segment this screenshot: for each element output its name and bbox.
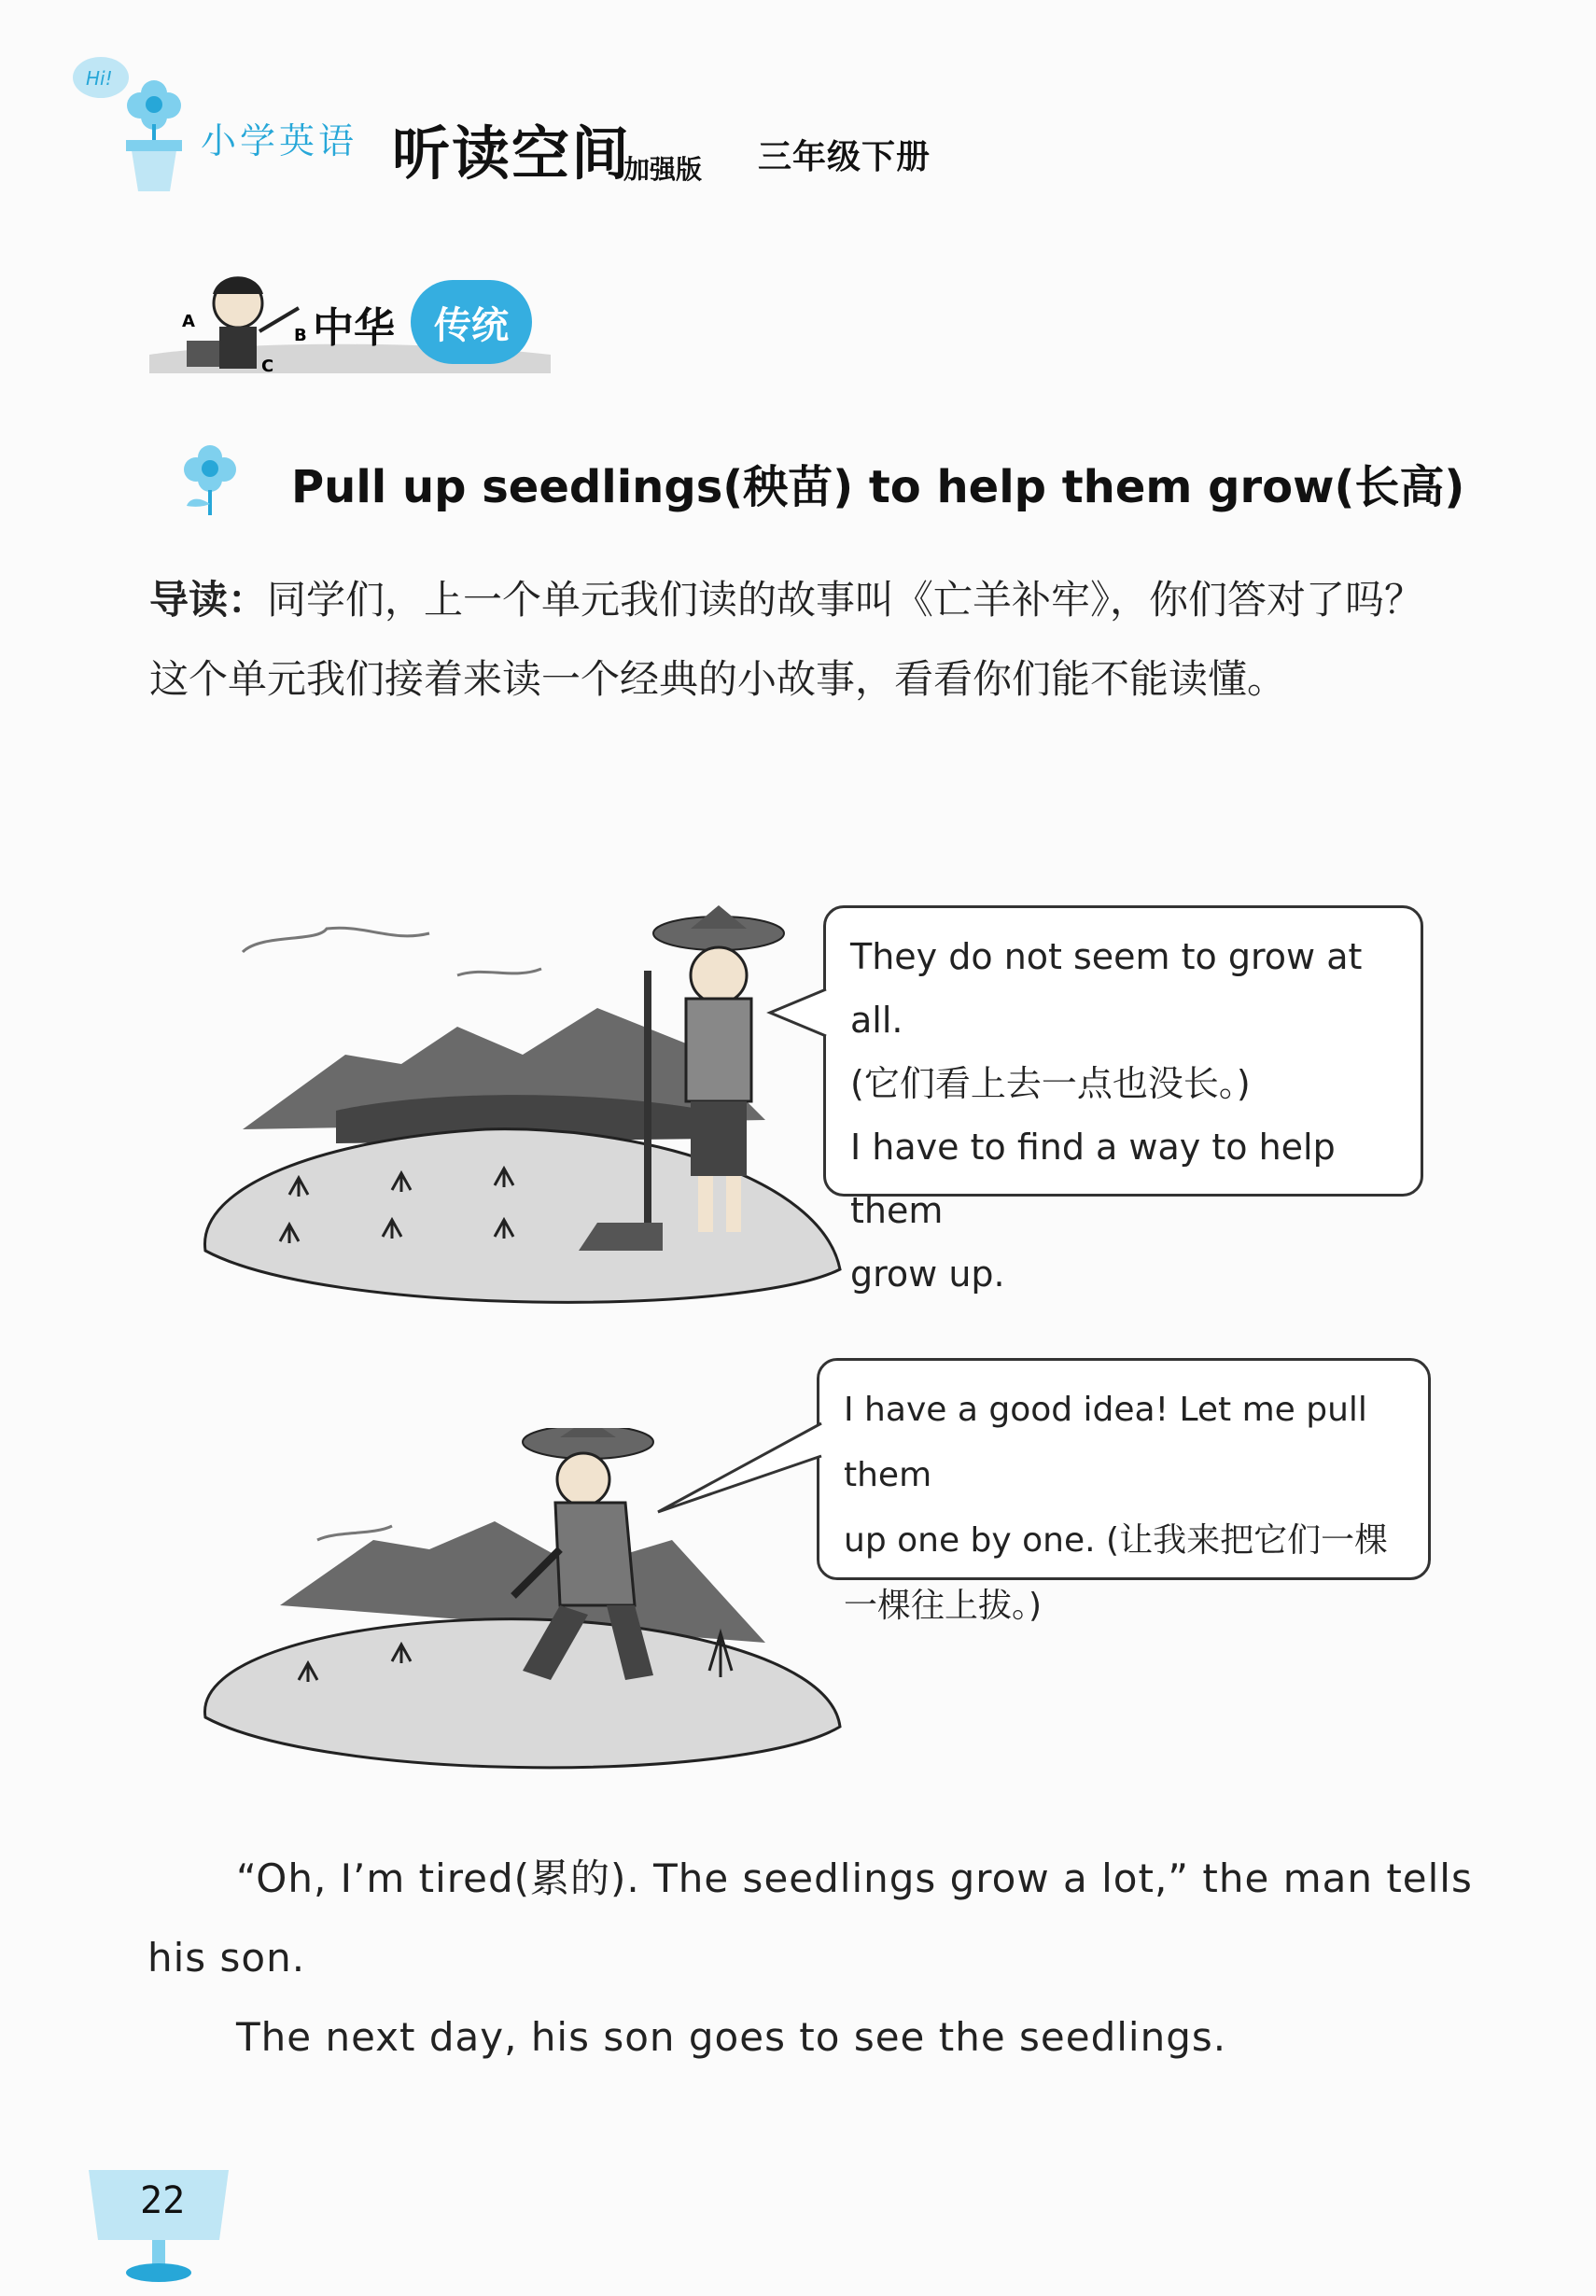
intro-lead: 导读： bbox=[149, 577, 268, 623]
hi-badge: Hi! bbox=[86, 67, 113, 90]
story-text bbox=[147, 1839, 1482, 2077]
bubble2-line3: 一棵往上拔。) bbox=[844, 1587, 1043, 1625]
bubble1-line4: grow up. bbox=[850, 1253, 1005, 1295]
speech-bubble-1 bbox=[823, 905, 1423, 1295]
banner-badge: 传统 bbox=[411, 280, 532, 364]
banner-letter-a: A bbox=[182, 312, 195, 331]
bubble1-line2: (它们看上去一点也没长。) bbox=[850, 1063, 1251, 1104]
intro-paragraph bbox=[149, 560, 1475, 719]
series-title: 听读空间 bbox=[392, 119, 632, 188]
bubble2-tail bbox=[653, 1419, 826, 1521]
bubble1-line3: I have to find a way to help them bbox=[850, 1127, 1336, 1231]
flower-icon bbox=[177, 439, 243, 518]
page-number: 22 bbox=[140, 2179, 186, 2222]
speech-bubble-2 bbox=[817, 1358, 1431, 1625]
banner-title: 中华 bbox=[313, 304, 395, 352]
farmer-with-hoe-illustration bbox=[187, 877, 868, 1316]
banner-letter-b: B bbox=[294, 326, 307, 345]
story-title: Pull up seedlings(秧苗) to help them grow(长高) bbox=[291, 461, 1465, 513]
flower-pot-logo-icon bbox=[65, 51, 196, 201]
banner-letter-c: C bbox=[261, 357, 274, 376]
grade-label: 三年级下册 bbox=[758, 138, 931, 176]
bubble2-line1: I have a good idea! Let me pull them bbox=[844, 1391, 1367, 1494]
bubble1-tail bbox=[765, 985, 831, 1050]
story-paragraph-1: “Oh, I’m tired(累的). The seedlings grow a lot,” the man tells his son. bbox=[147, 1855, 1473, 1981]
intro-text: 同学们，上一个单元我们读的故事叫《亡羊补牢》，你们答对了吗？ 这个单元我们接着来读一个经典的小故事，看看你们能不能读懂。 bbox=[149, 577, 1424, 702]
story-paragraph-2: The next day, his son goes to see the seedlings. bbox=[236, 2014, 1227, 2060]
bubble1-line1: They do not seem to grow at all. bbox=[850, 936, 1363, 1041]
series-small-label: 小学英语 bbox=[201, 120, 358, 161]
bubble2-line2: up one by one. (让我来把它们一棵 bbox=[844, 1521, 1389, 1560]
edition-label: 加强版 bbox=[623, 154, 703, 185]
